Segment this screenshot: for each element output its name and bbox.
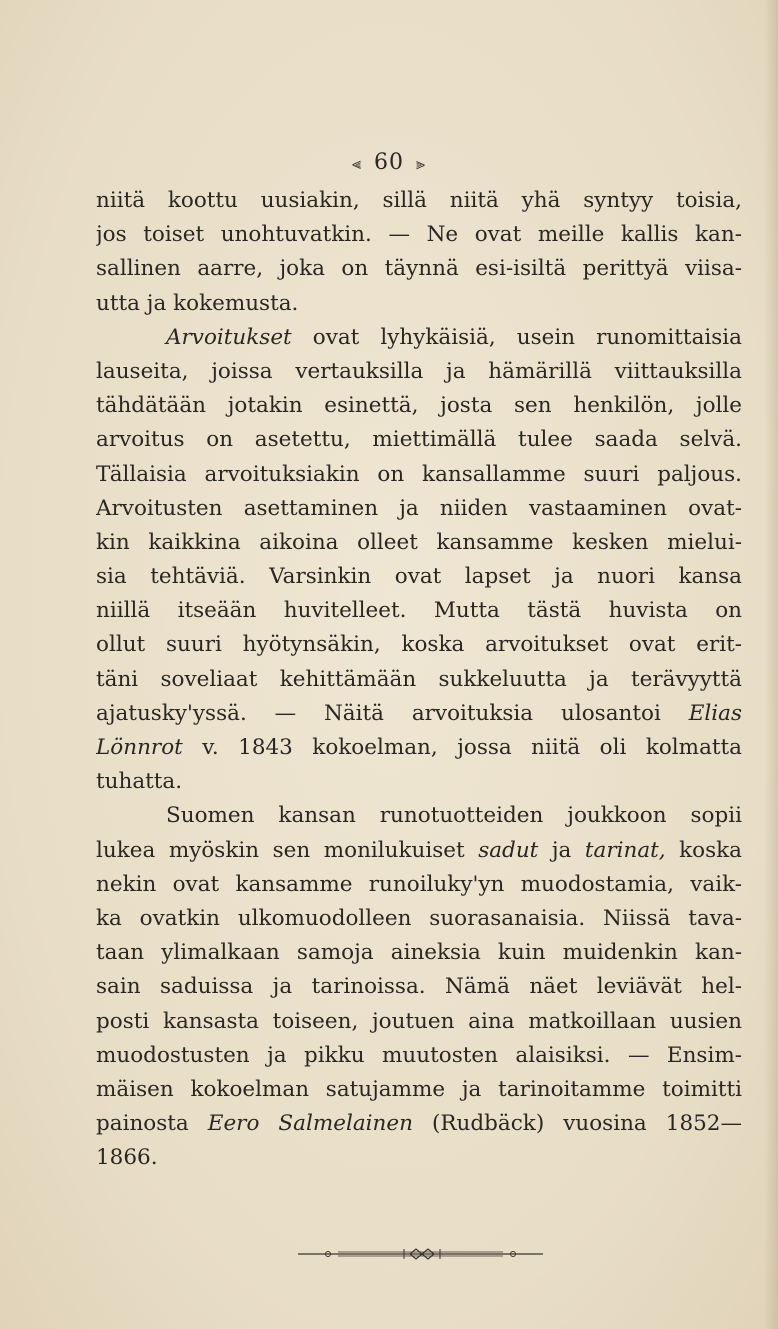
text-segment: taan ylimalkaan samoja aineksia kuin muidenkin kan- (96, 940, 742, 966)
text-segment: niitä koottu uusiakin, sillä niitä yhä syntyy toisia, (96, 188, 742, 213)
text-segment: sallinen aarre, joka on täynnä esi-isiltä perittyä viisa- (96, 256, 742, 282)
body-text (96, 184, 742, 1175)
text-segment: sia tehtäviä. Varsinkin ovat lapset ja nuori kansa (96, 564, 742, 590)
page-header (0, 150, 778, 175)
italic-text: Elias (688, 700, 742, 726)
text-segment: kin kaikkina aikoina olleet kansamme kesken mielui- (96, 529, 742, 555)
text-line (96, 594, 742, 628)
text-segment: täni soveliaat kehittämään sukkeluutta ja terävyyttä (96, 666, 742, 692)
text-segment: (Rudbäck) vuosina 1852— (412, 1111, 742, 1137)
text-segment: mäisen kokoelman satujamme ja tarinoitamme toimitti (96, 1076, 742, 1102)
text-line (96, 1005, 742, 1039)
left-ornament: ⫷ (351, 154, 362, 173)
italic-text: Lönnrot (96, 735, 183, 760)
text-line (96, 423, 742, 457)
text-segment: Tällaisia arvoituksiakin on kansallamme suuri paljous. (96, 461, 742, 487)
text-line (96, 355, 742, 389)
text-segment: lukea myöskin sen monilukuiset (96, 837, 479, 863)
text-line (96, 321, 742, 355)
text-line (96, 936, 742, 970)
text-line (96, 902, 742, 936)
text-segment: arvoitus on asetettu, miettimällä tulee saada selvä. (96, 427, 742, 453)
text-segment: tuhatta. (96, 769, 183, 795)
text-segment: 1866. (96, 1145, 158, 1171)
text-line (96, 560, 742, 594)
text-line (96, 287, 742, 321)
text-segment: Arvoitusten asettaminen ja niiden vastaaminen ovat- (96, 495, 742, 521)
text-segment: tähdätään jotakin esinettä, josta sen henkilön, jolle (96, 393, 742, 419)
text-line (96, 697, 742, 731)
text-line (96, 834, 742, 868)
text-segment: nekin ovat kansamme runoiluky'yn muodostamia, vaik- (96, 871, 742, 897)
text-segment: koska (665, 837, 742, 863)
text-line (96, 252, 742, 286)
page-edge-shadow (764, 0, 778, 1329)
text-segment: v. 1843 kokoelman, jossa niitä oli kolmatta (182, 735, 742, 760)
text-segment: lauseita, joissa vertauksilla ja hämärillä viittauksilla (96, 358, 742, 384)
text-segment: ajatusky'yssä. — Näitä arvoituksia ulosantoi (96, 700, 689, 726)
text-segment: niillä itseään huvitelleet. Mutta tästä huvista on (96, 598, 742, 624)
text-line (96, 458, 742, 492)
text-line (96, 868, 742, 902)
text-segment: Suomen kansan runotuotteiden joukkoon sopii (166, 803, 742, 829)
text-line (96, 1039, 742, 1073)
text-line (96, 628, 742, 662)
text-line (96, 218, 742, 252)
text-line (96, 526, 742, 560)
text-line (96, 970, 742, 1004)
text-line (96, 731, 742, 765)
text-line (96, 492, 742, 526)
text-line (96, 765, 742, 799)
italic-text: Arvoitukset (166, 324, 292, 350)
text-segment: muodostusten ja pikku muutosten alaisiksi. — Ensim- (96, 1042, 742, 1068)
text-segment: painosta (96, 1111, 208, 1137)
right-ornament: ⫸ (416, 154, 427, 173)
text-segment: ovat lyhykäisiä, usein runomittaisia (291, 324, 742, 350)
italic-text: Eero Salmelainen (207, 1111, 413, 1137)
text-segment: ja (538, 837, 585, 863)
text-segment: ollut suuri hyötynsäkin, koska arvoitukset ovat erit- (96, 632, 742, 658)
text-line (96, 1141, 742, 1175)
text-line (96, 799, 742, 833)
text-segment: posti kansasta toiseen, joutuen aina matkoillaan uusien (96, 1008, 742, 1034)
text-line (96, 184, 742, 218)
text-segment: jos toiset unohtuvatkin. — Ne ovat meille kallis kan- (96, 222, 742, 248)
italic-text: tarinat, (584, 837, 666, 863)
text-segment: utta ja kokemusta. (96, 290, 299, 316)
text-segment: sain saduissa ja tarinoissa. Nämä näet leviävät hel- (96, 974, 742, 1000)
text-line (96, 389, 742, 423)
text-line (96, 1073, 742, 1107)
text-line (96, 1107, 742, 1141)
text-segment: ka ovatkin ulkomuodolleen suorasanaisia. Niissä tava- (96, 905, 742, 931)
text-line (96, 663, 742, 697)
end-ornament-rule (298, 1248, 543, 1260)
page-number: 60 (374, 150, 404, 175)
italic-text: sadut (478, 837, 539, 863)
